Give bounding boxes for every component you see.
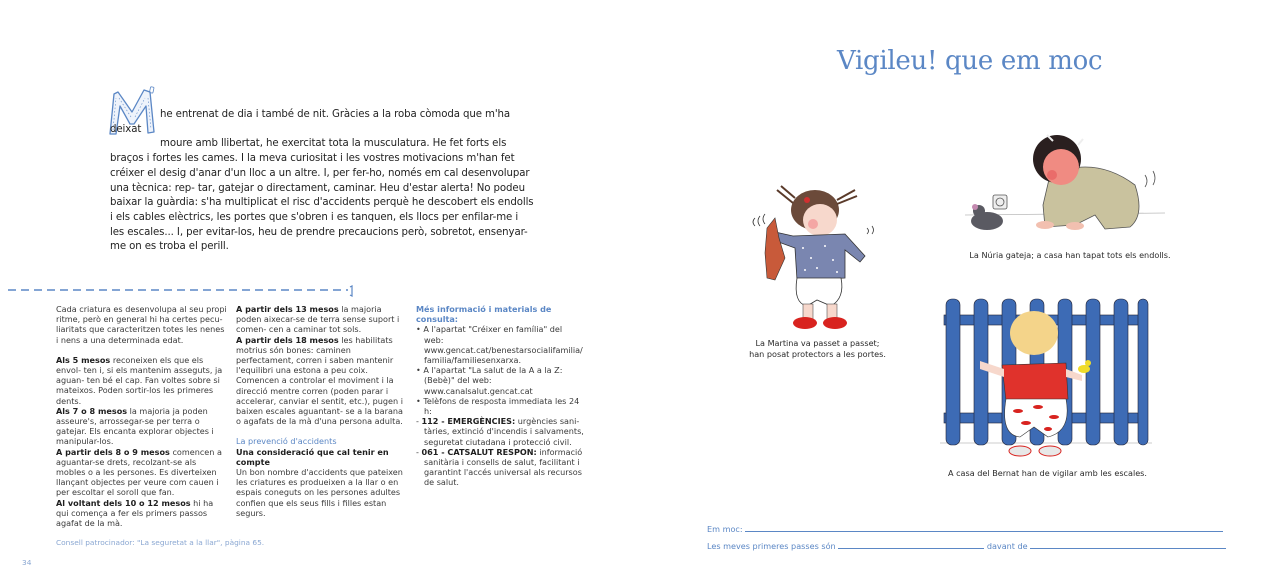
first-steps-label: Les meves primeres passes són xyxy=(707,541,836,551)
stage-10-12-months xyxy=(56,498,228,529)
stage-text: reconeixen els que els envol- ten i, si els mantenim asseguts, ja aguan- ten bé el cap. Fan voltes sobre si mateixos. Poden sortir-los les primeres dents. xyxy=(56,354,223,406)
caption-line: La Núria gateja; a casa han tapat tots els endolls. xyxy=(969,250,1171,260)
stage-text: comencen a aguantar-se drets, recolzant-se als mobles o a les persones. Es diverteixen llançant objectes per veure com cauen i per escoltar el soroll que fan. xyxy=(56,446,222,498)
phone-label: 112 - EMERGÈNCIES: xyxy=(421,416,516,427)
stage-text: hi ha qui comença a fer els primers passos agafat de la mà. xyxy=(56,497,214,529)
resource-creixer-en-familia: • A l'apartat "Créixer en família" del web: www.gencat.cat/benestarsocialifamilia/ familia/familiesenxarxa. xyxy=(416,324,583,366)
development-column-2 xyxy=(236,304,408,518)
em-moc-line xyxy=(707,523,1223,534)
intro-paragraph xyxy=(110,108,534,255)
stage-7-8-months xyxy=(56,406,228,447)
nuria-crawling-illustration xyxy=(965,125,1165,243)
caption-line: A casa del Bernat han de vigilar amb les escales. xyxy=(948,468,1147,478)
development-column-1 xyxy=(56,304,228,528)
page-title: Vigileu! que em moc xyxy=(837,46,1103,76)
stage-label: A partir dels 8 o 9 mesos xyxy=(56,446,170,457)
bernat-caption xyxy=(940,468,1155,479)
caption-line: La Martina va passet a passet; xyxy=(755,338,880,348)
phone-112: - 112 - EMERGÈNCIES: urgències sani- tàries, extinció d'incendis i salvaments, seguretat ciutadana i protecció civil. xyxy=(416,416,584,447)
page-number: 34 xyxy=(22,558,32,567)
first-steps-line xyxy=(707,540,1226,551)
more-info-column xyxy=(416,304,584,488)
stage-text: les habilitats motrius són bones: caminen perfectament, corren i saben mantenir l'equilibri una estona a peu coix. Comencen a controlar el moviment i la direcció mentre corren (poden parar i accelerar, canviar el sentit, etc.), pugen i baixen escales aguantant- se a la barana o agafats de la mà d'una persona adulta. xyxy=(236,334,403,427)
dashed-divider xyxy=(6,284,356,298)
stage-label: A partir dels 18 mesos xyxy=(236,334,339,345)
more-info-heading: Més informació i materials de consulta: xyxy=(416,304,552,325)
accident-prevention-subheading: La prevenció d'accidents xyxy=(236,436,337,447)
phone-label: 061 - CATSALUT RESPON: xyxy=(421,446,537,457)
em-moc-fill-field[interactable] xyxy=(745,523,1223,532)
stage-label: Als 7 o 8 mesos xyxy=(56,405,128,416)
stage-13-months xyxy=(236,304,408,335)
martina-caption xyxy=(740,338,895,359)
stage-8-9-months xyxy=(56,447,228,498)
first-steps-fill-field[interactable] xyxy=(838,540,984,549)
phone-text: urgències sani- tàries, extinció d'incendis i salvaments, seguretat ciutadana i protecció civil. xyxy=(424,416,584,447)
consideration-text: Un bon nombre d'accidents que pateixen les criatures es produeixen a la llar o en espais coneguts on les persones adultes confien que els seus fills i filles estan segurs. xyxy=(236,467,403,518)
intro-line-2: moure amb llibertat, he exercitat tota la musculatura. He fet forts els braços xyxy=(110,138,507,165)
stage-label: Als 5 mesos xyxy=(56,354,111,365)
stage-text: la majoria poden aixecar-se de terra sense suport i comen- cen a caminar tot sols. xyxy=(236,304,400,335)
stage-text: la majoria ja poden asseure's, arrossegar-se per terra o gatejar. Els encanta explorar objectes i manipular-los. xyxy=(56,405,214,447)
davant-de-fill-field[interactable] xyxy=(1030,540,1226,549)
stage-5-months xyxy=(56,355,228,406)
em-moc-label: Em moc: xyxy=(707,524,743,534)
caption-line: han posat protectors a les portes. xyxy=(749,348,886,359)
phone-061: - 061 - CATSALUT RESPON: informació sanitària i consells de salut, facilitant i garantint l'accés universal als recursos de salut. xyxy=(416,446,583,488)
resource-list xyxy=(416,324,584,487)
stage-label: A partir dels 13 mesos xyxy=(236,304,339,314)
nuria-caption xyxy=(960,250,1180,261)
martina-walking-illustration xyxy=(745,168,885,333)
intro-line-1: he entrenat de dia i també de nit. Gràcies a la roba còmoda que m'ha deixat xyxy=(110,109,511,135)
intro-rest: i fortes les cames. I la meva curiositat i les vostres motivacions m'han fet créixer el desig d'anar d'un lloc a un altre. I, per fer-ho, només em cal desenvolupar una tècnica: rep- tar, gatejar o directament, caminar. Heu d'estar alerta! No podeu baixar la guàrdia: s'ha multiplicat el risc d'accidents perquè he descobert els endolls i els cables elèctrics, les portes que s'obren i es tanquen, els llocs per enfilar-me i les escales... I, per evitar-los, heu de prendre precaucions però, sobretot, ensenyar-me on es troba el perill. xyxy=(110,153,534,253)
stage-label: Al voltant dels 10 o 12 mesos xyxy=(56,497,191,508)
stage-18-months xyxy=(236,335,408,427)
phone-text: informació sanitària i consells de salut, facilitant i garantint l'accés universal als recursos de salut. xyxy=(424,446,583,488)
resource-phones: • Telèfons de resposta immediata les 24 h: xyxy=(416,395,580,417)
bernat-gate-illustration xyxy=(940,295,1152,460)
resource-canal-salut: • A l'apartat "La salut de la A a la Z: (Bebè)" del web: www.canalsalut.gencat.cat xyxy=(416,365,563,396)
sponsor-footnote: Consell patrocinador: "La seguretat a la llar", pàgina 65. xyxy=(56,538,265,547)
column1-intro: Cada criatura es desenvolupa al seu propi ritme, però en general hi ha certes pecu- liaritats que caracteritzen totes les nenes i nens a una determinada edat. xyxy=(56,304,227,345)
davant-de-label: davant de xyxy=(986,541,1028,551)
consideration-heading: Una consideració que cal tenir en compte xyxy=(236,446,389,467)
